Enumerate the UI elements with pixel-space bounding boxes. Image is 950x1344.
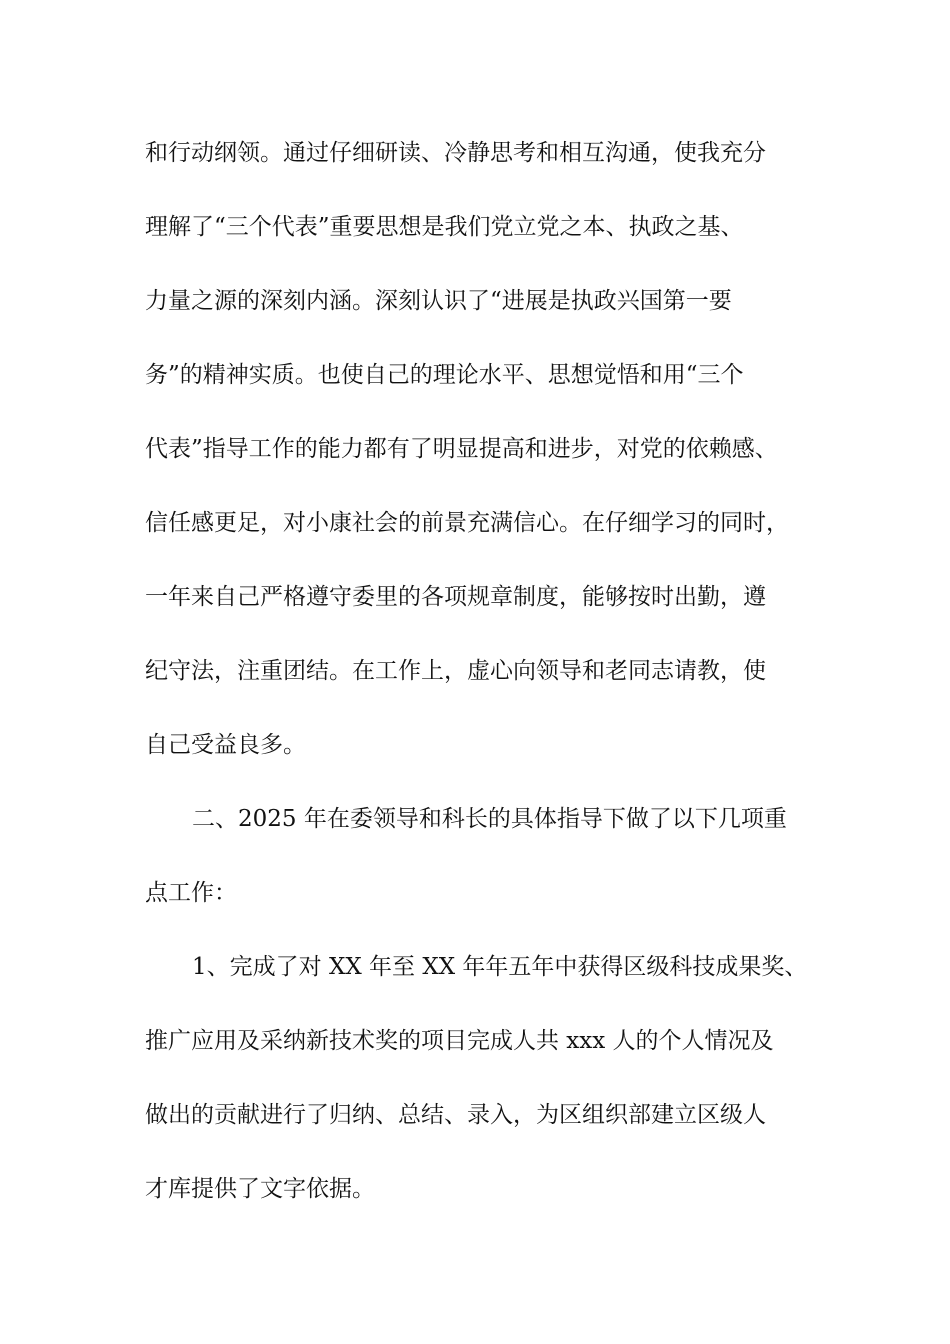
list-item-line: 推广应用及采纳新技术奖的项目完成人共 xxx 人的个人情况及 bbox=[145, 1028, 774, 1054]
text-line: 理解了“三个代表”重要思想是我们党立党之本、执政之基、 bbox=[145, 214, 744, 240]
list-item-line: 才库提供了文字依据。 bbox=[145, 1176, 375, 1202]
text-line: 信任感更足，对小康社会的前景充满信心。在仔细学习的同时， bbox=[145, 510, 789, 536]
text-line: 自己受益良多。 bbox=[145, 732, 306, 758]
text-line: 和行动纲领。通过仔细研读、冷静思考和相互沟通，使我充分 bbox=[145, 140, 766, 166]
text-line: 力量之源的深刻内涵。深刻认识了“进展是执政兴国第一要 bbox=[145, 288, 732, 314]
section-heading-line: 点工作： bbox=[145, 880, 237, 906]
section-heading-line: 二、2025 年在委领导和科长的具体指导下做了以下几项重 bbox=[192, 806, 787, 832]
text-line: 代表”指导工作的能力都有了明显提高和进步，对党的依赖感、 bbox=[145, 436, 778, 462]
text-line: 一年来自己严格遵守委里的各项规章制度，能够按时出勤，遵 bbox=[145, 584, 766, 610]
text-line: 务”的精神实质。也使自己的理论水平、思想觉悟和用“三个 bbox=[145, 362, 744, 388]
list-item-line: 1、完成了对 XX 年至 XX 年年五年中获得区级科技成果奖、 bbox=[192, 954, 808, 980]
list-item-line: 做出的贡献进行了归纳、总结、录入，为区组织部建立区级人 bbox=[145, 1102, 766, 1128]
text-line: 纪守法，注重团结。在工作上，虚心向领导和老同志请教，使 bbox=[145, 658, 766, 684]
